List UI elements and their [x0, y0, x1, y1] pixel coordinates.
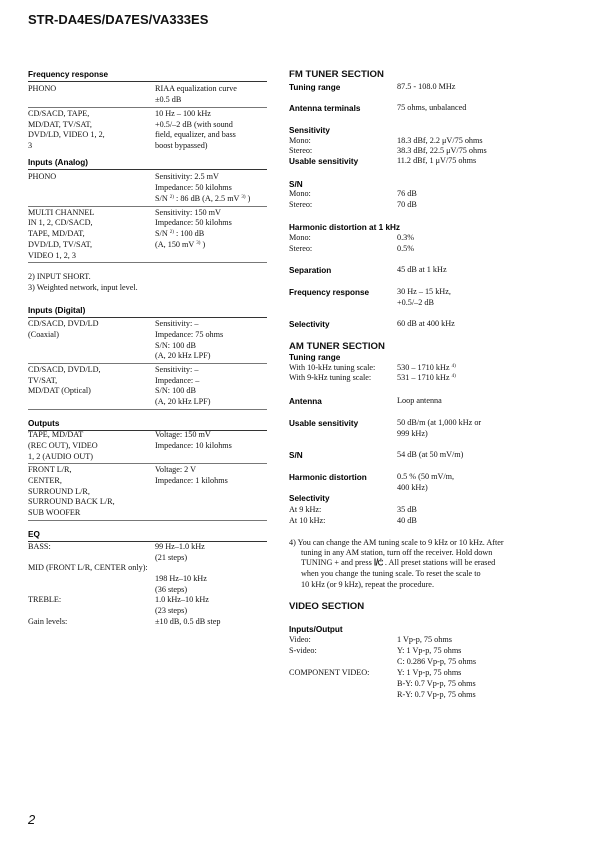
- spec-label: MULTI CHANNEL: [28, 208, 95, 217]
- page-title: STR-DA4ES/DA7ES/VA333ES: [28, 12, 209, 27]
- spec-label: BASS:: [28, 542, 51, 551]
- spec-value: Impedance: 50 kilohms: [155, 183, 232, 192]
- spec-value: 0.5%: [397, 244, 415, 253]
- spec-value: 0.3%: [397, 233, 415, 242]
- spec-value: RIAA equalization curve: [155, 84, 237, 93]
- spec-label: At 10 kHz:: [289, 516, 326, 525]
- spec-label: Video:: [289, 635, 311, 644]
- section-rule: [28, 81, 267, 82]
- row-rule: [28, 363, 267, 364]
- spec-heading: Sensitivity: [289, 126, 330, 135]
- spec-value: Impedance: 1 kilohms: [155, 476, 228, 485]
- row-rule: [28, 262, 267, 263]
- footnote-4: 4) You can change the AM tuning scale to 9 kHz or 10 kHz. After: [289, 538, 504, 547]
- spec-value: B-Y: 0.7 Vp-p, 75 ohms: [397, 679, 476, 688]
- spec-value: R-Y: 0.7 Vp-p, 75 ohms: [397, 690, 476, 699]
- spec-label: 3: [28, 141, 33, 150]
- spec-label: SURROUND L/R,: [28, 487, 90, 496]
- inputs-analog-heading: Inputs (Analog): [28, 158, 89, 167]
- power-icon: [374, 558, 383, 566]
- spec-label: CD/SACD, TAPE,: [28, 109, 90, 118]
- page-number: 2: [28, 812, 36, 827]
- spec-label: FRONT L/R,: [28, 465, 72, 474]
- spec-value: Sensitivity: –: [155, 365, 199, 374]
- spec-label: Stereo:: [289, 200, 313, 209]
- spec-value: Loop antenna: [397, 396, 442, 405]
- spec-label: TAPE, MD/DAT,: [28, 229, 85, 238]
- spec-label: TREBLE:: [28, 595, 62, 604]
- spec-value: 76 dB: [397, 189, 417, 198]
- spec-value: 60 dB at 400 kHz: [397, 319, 455, 328]
- spec-label: TV/SAT,: [28, 376, 58, 385]
- spec-label: (Coaxial): [28, 330, 59, 339]
- spec-heading: Separation: [289, 266, 332, 275]
- row-rule: [28, 409, 267, 410]
- spec-label: With 9-kHz tuning scale:: [289, 373, 372, 382]
- spec-value: 75 ohms, unbalanced: [397, 103, 467, 112]
- spec-label: SURROUND BACK L/R,: [28, 497, 115, 506]
- spec-value: 1.0 kHz–10 kHz: [155, 595, 209, 604]
- spec-heading: S/N: [289, 180, 303, 189]
- spec-value: S/N $^{2)}$ : 86 dB (A, 2.5 mV $^{3)}$ ): [155, 194, 251, 203]
- spec-heading: S/N: [289, 451, 303, 460]
- spec-value: ±0.5 dB: [155, 95, 182, 104]
- footnote-4-line: tuning in any AM station, turn off the receiver. Hold down: [301, 548, 493, 557]
- spec-value: Voltage: 150 mV: [155, 430, 211, 439]
- spec-label: CD/SACD, DVD/LD,: [28, 365, 101, 374]
- spec-value: 11.2 dBf, 1 μV/75 ohms: [397, 156, 477, 165]
- spec-value: 99 Hz–1.0 kHz: [155, 542, 205, 551]
- spec-value: Sensitivity: –: [155, 319, 199, 328]
- spec-heading: Tuning range: [289, 353, 341, 362]
- spec-label: PHONO: [28, 84, 57, 93]
- spec-value: Y: 1 Vp-p, 75 ohms: [397, 646, 462, 655]
- spec-heading: Antenna terminals: [289, 104, 361, 113]
- spec-value: Sensitivity: 2.5 mV: [155, 172, 219, 181]
- outputs-heading: Outputs: [28, 419, 60, 428]
- spec-label: Mono:: [289, 189, 311, 198]
- spec-heading: Harmonic distortion: [289, 473, 367, 482]
- spec-value: (21 steps): [155, 553, 188, 562]
- spec-label: PHONO: [28, 172, 57, 181]
- spec-value: S/N: 100 dB: [155, 341, 196, 350]
- spec-value: 10 Hz – 100 kHz: [155, 109, 211, 118]
- spec-value: Y: 1 Vp-p, 75 ohms: [397, 668, 462, 677]
- spec-label: Mono:: [289, 233, 311, 242]
- spec-value: +0.5/–2 dB (with sound: [155, 120, 233, 129]
- spec-value: (36 steps): [155, 585, 188, 594]
- spec-value: Impedance: –: [155, 376, 200, 385]
- spec-value: 400 kHz): [397, 483, 428, 492]
- spec-value: 530 – 1710 kHz $^{4)}$: [397, 363, 456, 372]
- footnote-2: 2) INPUT SHORT.: [28, 272, 91, 281]
- spec-label: MID (FRONT L/R, CENTER only):: [28, 563, 148, 572]
- section-rule: [28, 317, 267, 318]
- spec-label: S-video:: [289, 646, 317, 655]
- spec-value: (A, 150 mV $^{3)}$ ): [155, 240, 206, 249]
- inputs-digital-heading: Inputs (Digital): [28, 306, 86, 315]
- spec-heading: Inputs/Output: [289, 625, 343, 634]
- spec-heading: Usable sensitivity: [289, 419, 359, 428]
- spec-value: 54 dB (at 50 mV/m): [397, 450, 464, 459]
- spec-label: SUB WOOFER: [28, 508, 81, 517]
- spec-label: TAPE, MD/DAT: [28, 430, 84, 439]
- spec-heading: Frequency response: [289, 288, 370, 297]
- spec-label: Gain levels:: [28, 617, 68, 626]
- spec-value: 999 kHz): [397, 429, 428, 438]
- spec-value: Impedance: 75 ohms: [155, 330, 224, 339]
- spec-value: S/N: 100 dB: [155, 386, 196, 395]
- spec-value: 0.5 % (50 mV/m,: [397, 472, 455, 481]
- spec-value: Voltage: 2 V: [155, 465, 197, 474]
- section-rule: [28, 541, 267, 542]
- spec-value: boost bypassed): [155, 141, 208, 150]
- spec-value: 87.5 - 108.0 MHz: [397, 82, 456, 91]
- spec-value: 50 dB/m (at 1,000 kHz or: [397, 418, 482, 427]
- spec-label: Stereo:: [289, 244, 313, 253]
- footnote-4-line: 10 kHz (or 9 kHz), repeat the procedure.: [301, 580, 434, 589]
- spec-value: 38.3 dBf, 22.5 μV/75 ohms: [397, 146, 487, 155]
- spec-label: MD/DAT, TV/SAT,: [28, 120, 92, 129]
- eq-heading: EQ: [28, 530, 40, 539]
- spec-value: 1 Vp-p, 75 ohms: [397, 635, 452, 644]
- spec-value: (A, 20 kHz LPF): [155, 397, 211, 406]
- row-rule: [28, 463, 267, 464]
- spec-label: CENTER,: [28, 476, 62, 485]
- footnote-4-line: when you change the tuning scale. To reset the scale to: [301, 569, 481, 578]
- spec-heading: Usable sensitivity: [289, 157, 359, 166]
- row-rule: [28, 206, 267, 207]
- spec-label: COMPONENT VIDEO:: [289, 668, 370, 677]
- spec-value: 70 dB: [397, 200, 417, 209]
- spec-label: MD/DAT (Optical): [28, 386, 91, 395]
- spec-label: Stereo:: [289, 146, 313, 155]
- row-rule: [28, 520, 267, 521]
- spec-label: IN 1, 2, CD/SACD,: [28, 218, 93, 227]
- spec-value: 40 dB: [397, 516, 417, 525]
- spec-value: 45 dB at 1 kHz: [397, 265, 447, 274]
- spec-label: 1, 2 (AUDIO OUT): [28, 452, 94, 461]
- frequency-response-heading: Frequency response: [28, 70, 109, 79]
- spec-value: 198 Hz–10 kHz: [155, 574, 207, 583]
- spec-label: At 9 kHz:: [289, 505, 322, 514]
- spec-value: 30 Hz – 15 kHz,: [397, 287, 451, 296]
- spec-label: VIDEO 1, 2, 3: [28, 251, 76, 260]
- footnote-3: 3) Weighted network, input level.: [28, 283, 138, 292]
- spec-label: DVD/LD, TV/SAT,: [28, 240, 93, 249]
- spec-value: S/N $^{2)}$ : 100 dB: [155, 229, 205, 238]
- spec-value: Impedance: 50 kilohms: [155, 218, 232, 227]
- spec-value: 18.3 dBf, 2.2 μV/75 ohms: [397, 136, 483, 145]
- am-tuner-section-heading: AM TUNER SECTION: [289, 341, 385, 352]
- spec-value: +0.5/–2 dB: [397, 298, 434, 307]
- spec-value: Impedance: 10 kilohms: [155, 441, 232, 450]
- spec-value: C: 0.286 Vp-p, 75 ohms: [397, 657, 477, 666]
- spec-label: (REC OUT), VIDEO: [28, 441, 98, 450]
- spec-label: With 10-kHz tuning scale:: [289, 363, 376, 372]
- spec-value: 35 dB: [397, 505, 417, 514]
- section-rule: [28, 169, 267, 170]
- spec-heading: Selectivity: [289, 320, 330, 329]
- footnote-4-line: TUNING + and press . All preset stations will be erased: [301, 558, 496, 567]
- row-rule: [28, 107, 267, 108]
- spec-value: 531 – 1710 kHz $^{4)}$: [397, 373, 456, 382]
- spec-value: (23 steps): [155, 606, 188, 615]
- spec-heading: Selectivity: [289, 494, 330, 503]
- spec-heading: Harmonic distortion at 1 kHz: [289, 223, 401, 232]
- spec-label: Mono:: [289, 136, 311, 145]
- spec-heading: Tuning range: [289, 83, 341, 92]
- spec-label: DVD/LD, VIDEO 1, 2,: [28, 130, 105, 139]
- fm-tuner-section-heading: FM TUNER SECTION: [289, 69, 384, 80]
- spec-value: field, equalizer, and bass: [155, 130, 236, 139]
- spec-value: (A, 20 kHz LPF): [155, 351, 211, 360]
- spec-label: CD/SACD, DVD/LD: [28, 319, 99, 328]
- spec-value: ±10 dB, 0.5 dB step: [155, 617, 221, 626]
- spec-heading: Antenna: [289, 397, 322, 406]
- spec-value: Sensitivity: 150 mV: [155, 208, 221, 217]
- video-section-heading: VIDEO SECTION: [289, 601, 365, 612]
